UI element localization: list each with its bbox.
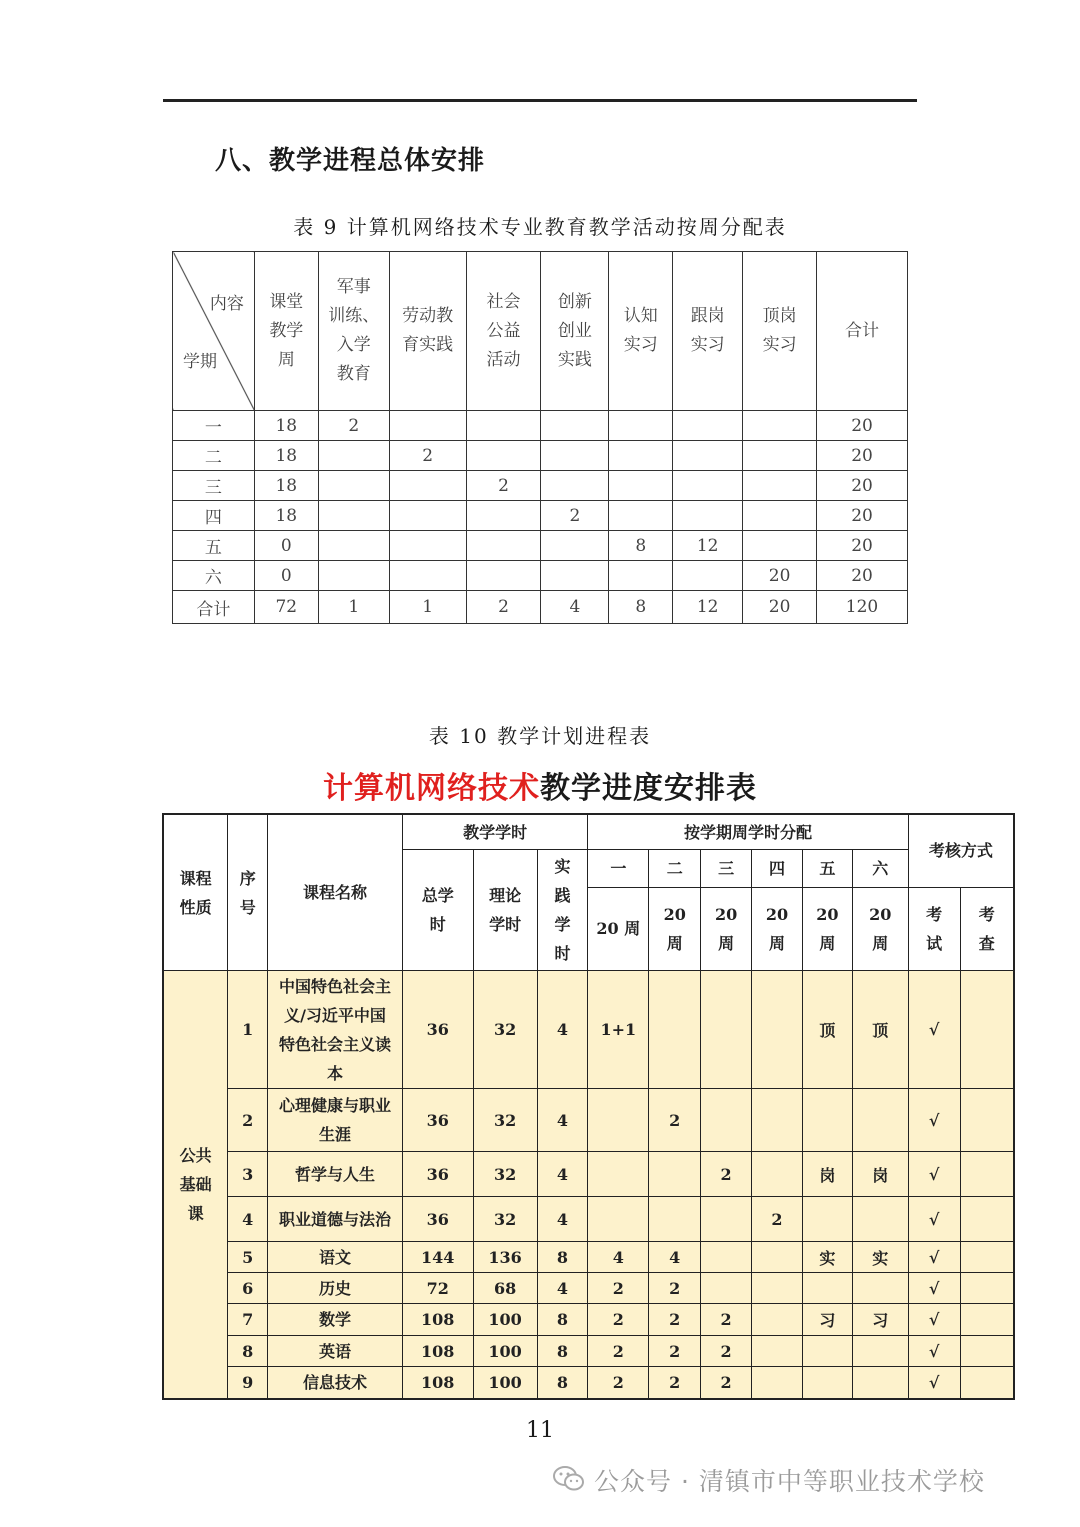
table10-header-row-1 bbox=[163, 814, 1014, 850]
term-hours-cell bbox=[752, 1367, 803, 1400]
table9-cell: 4 bbox=[541, 591, 609, 624]
serial-no-cell: 3 bbox=[228, 1152, 268, 1197]
table9-cell: 12 bbox=[673, 531, 743, 561]
table9-cell bbox=[673, 501, 743, 531]
check-cell bbox=[960, 1089, 1014, 1152]
table9-cell: 1 bbox=[318, 591, 389, 624]
course-name-cell: 心理健康与职业 生涯 bbox=[268, 1089, 403, 1152]
exam-cell: √ bbox=[908, 1197, 960, 1242]
table9-cell bbox=[466, 441, 541, 471]
table9-cell: 20 bbox=[817, 471, 908, 501]
term-hours-cell bbox=[701, 1242, 752, 1273]
theory-hours-cell: 32 bbox=[473, 1089, 537, 1152]
check-cell bbox=[960, 1367, 1014, 1400]
term-hours-cell bbox=[802, 1089, 852, 1152]
header-theory-hours: 理论 学时 bbox=[473, 850, 537, 971]
table9-header-cell: 跟岗 实习 bbox=[673, 252, 743, 411]
term-hours-cell bbox=[802, 1273, 852, 1304]
table9-row bbox=[173, 531, 908, 561]
table9-cell bbox=[466, 411, 541, 441]
check-cell bbox=[960, 1304, 1014, 1336]
term-hours-cell bbox=[852, 1273, 908, 1304]
table9-cell bbox=[318, 441, 389, 471]
table9-cell bbox=[673, 411, 743, 441]
table9-cell: 0 bbox=[254, 531, 318, 561]
term-hours-cell: 2 bbox=[649, 1367, 701, 1400]
term-hours-cell bbox=[852, 1197, 908, 1242]
term-hours-cell: 顶 bbox=[852, 971, 908, 1089]
table9-row bbox=[173, 561, 908, 591]
table9-cell bbox=[609, 471, 673, 501]
total-hours-cell: 108 bbox=[402, 1367, 473, 1400]
table9-cell: 8 bbox=[609, 591, 673, 624]
table9-cell bbox=[609, 411, 673, 441]
header-term: 三 bbox=[701, 850, 752, 888]
table9-cell bbox=[389, 411, 466, 441]
serial-no-cell: 9 bbox=[228, 1367, 268, 1400]
table9-cell bbox=[541, 561, 609, 591]
term-hours-cell: 2 bbox=[701, 1152, 752, 1197]
table9-cell: 18 bbox=[254, 411, 318, 441]
course-name-cell: 语文 bbox=[268, 1242, 403, 1273]
table10-row bbox=[163, 1089, 1014, 1152]
practice-hours-cell: 4 bbox=[537, 971, 588, 1089]
theory-hours-cell: 100 bbox=[473, 1336, 537, 1367]
table9-row bbox=[173, 441, 908, 471]
theory-hours-cell: 68 bbox=[473, 1273, 537, 1304]
table9-cell: 20 bbox=[743, 561, 817, 591]
header-practice-hours: 实 践 学 时 bbox=[537, 850, 588, 971]
table10-row bbox=[163, 971, 1014, 1089]
total-hours-cell: 144 bbox=[402, 1242, 473, 1273]
header-exam: 考 试 bbox=[908, 887, 960, 970]
table9-cell bbox=[743, 441, 817, 471]
term-hours-cell bbox=[852, 1367, 908, 1400]
serial-no-cell: 4 bbox=[228, 1197, 268, 1242]
table9-cell: 20 bbox=[743, 591, 817, 624]
course-name-cell: 中国特色社会主 义/习近平中国 特色社会主义读 本 bbox=[268, 971, 403, 1089]
term-hours-cell bbox=[588, 1152, 649, 1197]
table9-cell: 20 bbox=[817, 441, 908, 471]
header-assessment: 考核方式 bbox=[908, 814, 1014, 887]
table9-corner-cell bbox=[173, 252, 255, 411]
term-hours-cell: 1+1 bbox=[588, 971, 649, 1089]
table9-cell bbox=[609, 501, 673, 531]
term-hours-cell: 岗 bbox=[802, 1152, 852, 1197]
table9-cell: 2 bbox=[389, 441, 466, 471]
table9-cell bbox=[466, 501, 541, 531]
exam-cell: √ bbox=[908, 1367, 960, 1400]
table10-row bbox=[163, 1304, 1014, 1336]
term-hours-cell: 习 bbox=[802, 1304, 852, 1336]
term-hours-cell bbox=[802, 1367, 852, 1400]
table10-row bbox=[163, 1273, 1014, 1304]
term-hours-cell: 2 bbox=[588, 1304, 649, 1336]
exam-cell: √ bbox=[908, 1089, 960, 1152]
course-name-cell: 英语 bbox=[268, 1336, 403, 1367]
table9-cell bbox=[389, 501, 466, 531]
course-name-cell: 哲学与人生 bbox=[268, 1152, 403, 1197]
term-hours-cell bbox=[588, 1089, 649, 1152]
table9-cell bbox=[609, 441, 673, 471]
theory-hours-cell: 100 bbox=[473, 1304, 537, 1336]
term-hours-cell: 2 bbox=[701, 1367, 752, 1400]
table9-header-cell: 顶岗 实习 bbox=[743, 252, 817, 411]
check-cell bbox=[960, 1242, 1014, 1273]
table9-cell: 一 bbox=[173, 411, 255, 441]
course-name-cell: 数学 bbox=[268, 1304, 403, 1336]
section-title: 八、教学进程总体安排 bbox=[215, 146, 486, 176]
header-serial-no: 序 号 bbox=[228, 814, 268, 971]
table9-header-cell: 社会 公益 活动 bbox=[466, 252, 541, 411]
table9-cell: 20 bbox=[817, 501, 908, 531]
term-hours-cell: 2 bbox=[588, 1336, 649, 1367]
table9-cell: 18 bbox=[254, 441, 318, 471]
course-name-cell: 信息技术 bbox=[268, 1367, 403, 1400]
term-hours-cell bbox=[752, 1242, 803, 1273]
category-cell: 公共 基础 课 bbox=[163, 971, 228, 1400]
table9-cell: 8 bbox=[609, 531, 673, 561]
table9-cell: 18 bbox=[254, 471, 318, 501]
watermark-text: 公众号 · 清镇市中等职业技术学校 bbox=[594, 1467, 985, 1496]
table9-cell bbox=[541, 471, 609, 501]
table9-header-cell: 课堂 教学 周 bbox=[254, 252, 318, 411]
term-hours-cell: 2 bbox=[701, 1336, 752, 1367]
header-rule bbox=[163, 99, 917, 102]
table9-cell bbox=[389, 471, 466, 501]
table10-caption: 表 10 教学计划进程表 bbox=[428, 724, 652, 748]
table9-header-row bbox=[173, 252, 908, 411]
table9-cell: 五 bbox=[173, 531, 255, 561]
exam-cell: √ bbox=[908, 1242, 960, 1273]
term-hours-cell bbox=[752, 1089, 803, 1152]
table9-cell bbox=[466, 561, 541, 591]
term-hours-cell bbox=[649, 1152, 701, 1197]
table9-cell bbox=[318, 561, 389, 591]
table9-cell bbox=[673, 441, 743, 471]
term-hours-cell: 2 bbox=[752, 1197, 803, 1242]
table9-cell: 0 bbox=[254, 561, 318, 591]
table9-cell bbox=[673, 561, 743, 591]
header-term: 五 bbox=[802, 850, 852, 888]
term-hours-cell bbox=[752, 1273, 803, 1304]
table9-cell bbox=[541, 411, 609, 441]
total-hours-cell: 36 bbox=[402, 971, 473, 1089]
header-check: 考 查 bbox=[960, 887, 1014, 970]
table9-cell bbox=[743, 411, 817, 441]
table9-cell: 2 bbox=[466, 591, 541, 624]
table9-cell: 1 bbox=[389, 591, 466, 624]
practice-hours-cell: 4 bbox=[537, 1273, 588, 1304]
table9-cell bbox=[541, 531, 609, 561]
table9-cell: 18 bbox=[254, 501, 318, 531]
total-hours-cell: 108 bbox=[402, 1304, 473, 1336]
table10-title bbox=[0, 763, 1080, 807]
header-term: 六 bbox=[852, 850, 908, 888]
table9-row bbox=[173, 471, 908, 501]
theory-hours-cell: 32 bbox=[473, 971, 537, 1089]
serial-no-cell: 1 bbox=[228, 971, 268, 1089]
header-term: 四 bbox=[752, 850, 803, 888]
check-cell bbox=[960, 1197, 1014, 1242]
header-weeks: 20 周 bbox=[649, 887, 701, 970]
table9-cell: 2 bbox=[541, 501, 609, 531]
term-hours-cell: 2 bbox=[588, 1273, 649, 1304]
table10-row bbox=[163, 1242, 1014, 1273]
term-hours-cell bbox=[752, 1152, 803, 1197]
check-cell bbox=[960, 1273, 1014, 1304]
serial-no-cell: 8 bbox=[228, 1336, 268, 1367]
header-term: 一 bbox=[588, 850, 649, 888]
term-hours-cell bbox=[701, 971, 752, 1089]
header-weeks: 20 周 bbox=[802, 887, 852, 970]
header-weekly-allocation: 按学期周学时分配 bbox=[588, 814, 908, 850]
header-weeks: 20 周 bbox=[752, 887, 803, 970]
table9-cell: 20 bbox=[817, 531, 908, 561]
header-course-name: 课程名称 bbox=[268, 814, 403, 971]
term-hours-cell bbox=[852, 1089, 908, 1152]
corner-bottom-label: 学期 bbox=[183, 352, 217, 372]
term-hours-cell bbox=[649, 1197, 701, 1242]
header-weeks: 20 周 bbox=[588, 887, 649, 970]
table9-cell: 合计 bbox=[173, 591, 255, 624]
table9-header-cell: 合计 bbox=[817, 252, 908, 411]
exam-cell: √ bbox=[908, 1336, 960, 1367]
table10-row bbox=[163, 1336, 1014, 1367]
theory-hours-cell: 136 bbox=[473, 1242, 537, 1273]
total-hours-cell: 36 bbox=[402, 1197, 473, 1242]
table9-row bbox=[173, 501, 908, 531]
table9-cell bbox=[743, 471, 817, 501]
term-hours-cell: 习 bbox=[852, 1304, 908, 1336]
course-name-cell: 职业道德与法治 bbox=[268, 1197, 403, 1242]
corner-top-label: 内容 bbox=[209, 294, 244, 314]
table9-cell: 72 bbox=[254, 591, 318, 624]
table9-header-cell: 劳动教 育实践 bbox=[389, 252, 466, 411]
exam-cell: √ bbox=[908, 1273, 960, 1304]
table10-row bbox=[163, 1197, 1014, 1242]
practice-hours-cell: 4 bbox=[537, 1089, 588, 1152]
header-weeks: 20 周 bbox=[701, 887, 752, 970]
serial-no-cell: 2 bbox=[228, 1089, 268, 1152]
table9-cell bbox=[673, 471, 743, 501]
term-hours-cell: 实 bbox=[802, 1242, 852, 1273]
table9-cell bbox=[743, 501, 817, 531]
table9-cell bbox=[743, 531, 817, 561]
term-hours-cell bbox=[649, 971, 701, 1089]
table9-cell bbox=[389, 561, 466, 591]
term-hours-cell: 2 bbox=[649, 1089, 701, 1152]
serial-no-cell: 7 bbox=[228, 1304, 268, 1336]
table9 bbox=[172, 251, 908, 624]
serial-no-cell: 6 bbox=[228, 1273, 268, 1304]
theory-hours-cell: 32 bbox=[473, 1197, 537, 1242]
term-hours-cell: 2 bbox=[701, 1304, 752, 1336]
table9-header-cell: 军事 训练、 入学 教育 bbox=[318, 252, 389, 411]
exam-cell: √ bbox=[908, 1304, 960, 1336]
term-hours-cell: 2 bbox=[649, 1273, 701, 1304]
term-hours-cell bbox=[752, 1304, 803, 1336]
exam-cell: √ bbox=[908, 1152, 960, 1197]
check-cell bbox=[960, 1336, 1014, 1367]
header-term: 二 bbox=[649, 850, 701, 888]
table9-cell: 20 bbox=[817, 561, 908, 591]
practice-hours-cell: 4 bbox=[537, 1152, 588, 1197]
table9-cell: 120 bbox=[817, 591, 908, 624]
practice-hours-cell: 8 bbox=[537, 1242, 588, 1273]
title-black-part: 教学进度安排表 bbox=[540, 771, 757, 806]
term-hours-cell: 2 bbox=[649, 1304, 701, 1336]
serial-no-cell: 5 bbox=[228, 1242, 268, 1273]
table9-cell: 三 bbox=[173, 471, 255, 501]
term-hours-cell bbox=[802, 1197, 852, 1242]
table10-row bbox=[163, 1152, 1014, 1197]
total-hours-cell: 108 bbox=[402, 1336, 473, 1367]
check-cell bbox=[960, 971, 1014, 1089]
term-hours-cell bbox=[752, 971, 803, 1089]
term-hours-cell bbox=[752, 1336, 803, 1367]
table9-cell bbox=[318, 501, 389, 531]
table9-cell bbox=[318, 471, 389, 501]
check-cell bbox=[960, 1152, 1014, 1197]
practice-hours-cell: 4 bbox=[537, 1197, 588, 1242]
header-course-nature: 课程 性质 bbox=[163, 814, 228, 971]
table10-row bbox=[163, 1367, 1014, 1400]
table9-cell bbox=[609, 561, 673, 591]
title-red-part: 计算机网络技术 bbox=[323, 771, 540, 806]
table10 bbox=[162, 813, 1015, 1400]
term-hours-cell: 2 bbox=[588, 1367, 649, 1400]
term-hours-cell: 4 bbox=[588, 1242, 649, 1273]
table9-cell bbox=[318, 531, 389, 561]
term-hours-cell: 2 bbox=[649, 1336, 701, 1367]
table9-cell: 二 bbox=[173, 441, 255, 471]
header-teaching-hours: 教学学时 bbox=[402, 814, 588, 850]
total-hours-cell: 36 bbox=[402, 1152, 473, 1197]
table9-cell: 20 bbox=[817, 411, 908, 441]
practice-hours-cell: 8 bbox=[537, 1336, 588, 1367]
total-hours-cell: 72 bbox=[402, 1273, 473, 1304]
table9-cell bbox=[541, 441, 609, 471]
table9-total-row bbox=[173, 591, 908, 624]
table9-header-cell: 创新 创业 实践 bbox=[541, 252, 609, 411]
theory-hours-cell: 100 bbox=[473, 1367, 537, 1400]
term-hours-cell bbox=[802, 1336, 852, 1367]
term-hours-cell bbox=[701, 1089, 752, 1152]
exam-cell: √ bbox=[908, 971, 960, 1089]
table9-cell bbox=[389, 531, 466, 561]
total-hours-cell: 36 bbox=[402, 1089, 473, 1152]
theory-hours-cell: 32 bbox=[473, 1152, 537, 1197]
header-weeks: 20 周 bbox=[852, 887, 908, 970]
table9-row bbox=[173, 411, 908, 441]
term-hours-cell: 顶 bbox=[802, 971, 852, 1089]
page-number: 11 bbox=[526, 1418, 554, 1443]
term-hours-cell bbox=[852, 1336, 908, 1367]
table9-cell: 2 bbox=[318, 411, 389, 441]
table9-cell: 2 bbox=[466, 471, 541, 501]
practice-hours-cell: 8 bbox=[537, 1367, 588, 1400]
term-hours-cell: 实 bbox=[852, 1242, 908, 1273]
term-hours-cell bbox=[588, 1197, 649, 1242]
course-name-cell: 历史 bbox=[268, 1273, 403, 1304]
term-hours-cell bbox=[701, 1197, 752, 1242]
term-hours-cell: 岗 bbox=[852, 1152, 908, 1197]
watermark bbox=[560, 1462, 985, 1498]
table9-cell bbox=[466, 531, 541, 561]
table9-cell: 六 bbox=[173, 561, 255, 591]
table9-header-cell: 认知 实习 bbox=[609, 252, 673, 411]
practice-hours-cell: 8 bbox=[537, 1304, 588, 1336]
term-hours-cell: 4 bbox=[649, 1242, 701, 1273]
table9-cell: 四 bbox=[173, 501, 255, 531]
table9-cell: 12 bbox=[673, 591, 743, 624]
table9-caption: 表 9 计算机网络技术专业教育教学活动按周分配表 bbox=[293, 215, 787, 239]
term-hours-cell bbox=[701, 1273, 752, 1304]
header-total-hours: 总学 时 bbox=[402, 850, 473, 971]
